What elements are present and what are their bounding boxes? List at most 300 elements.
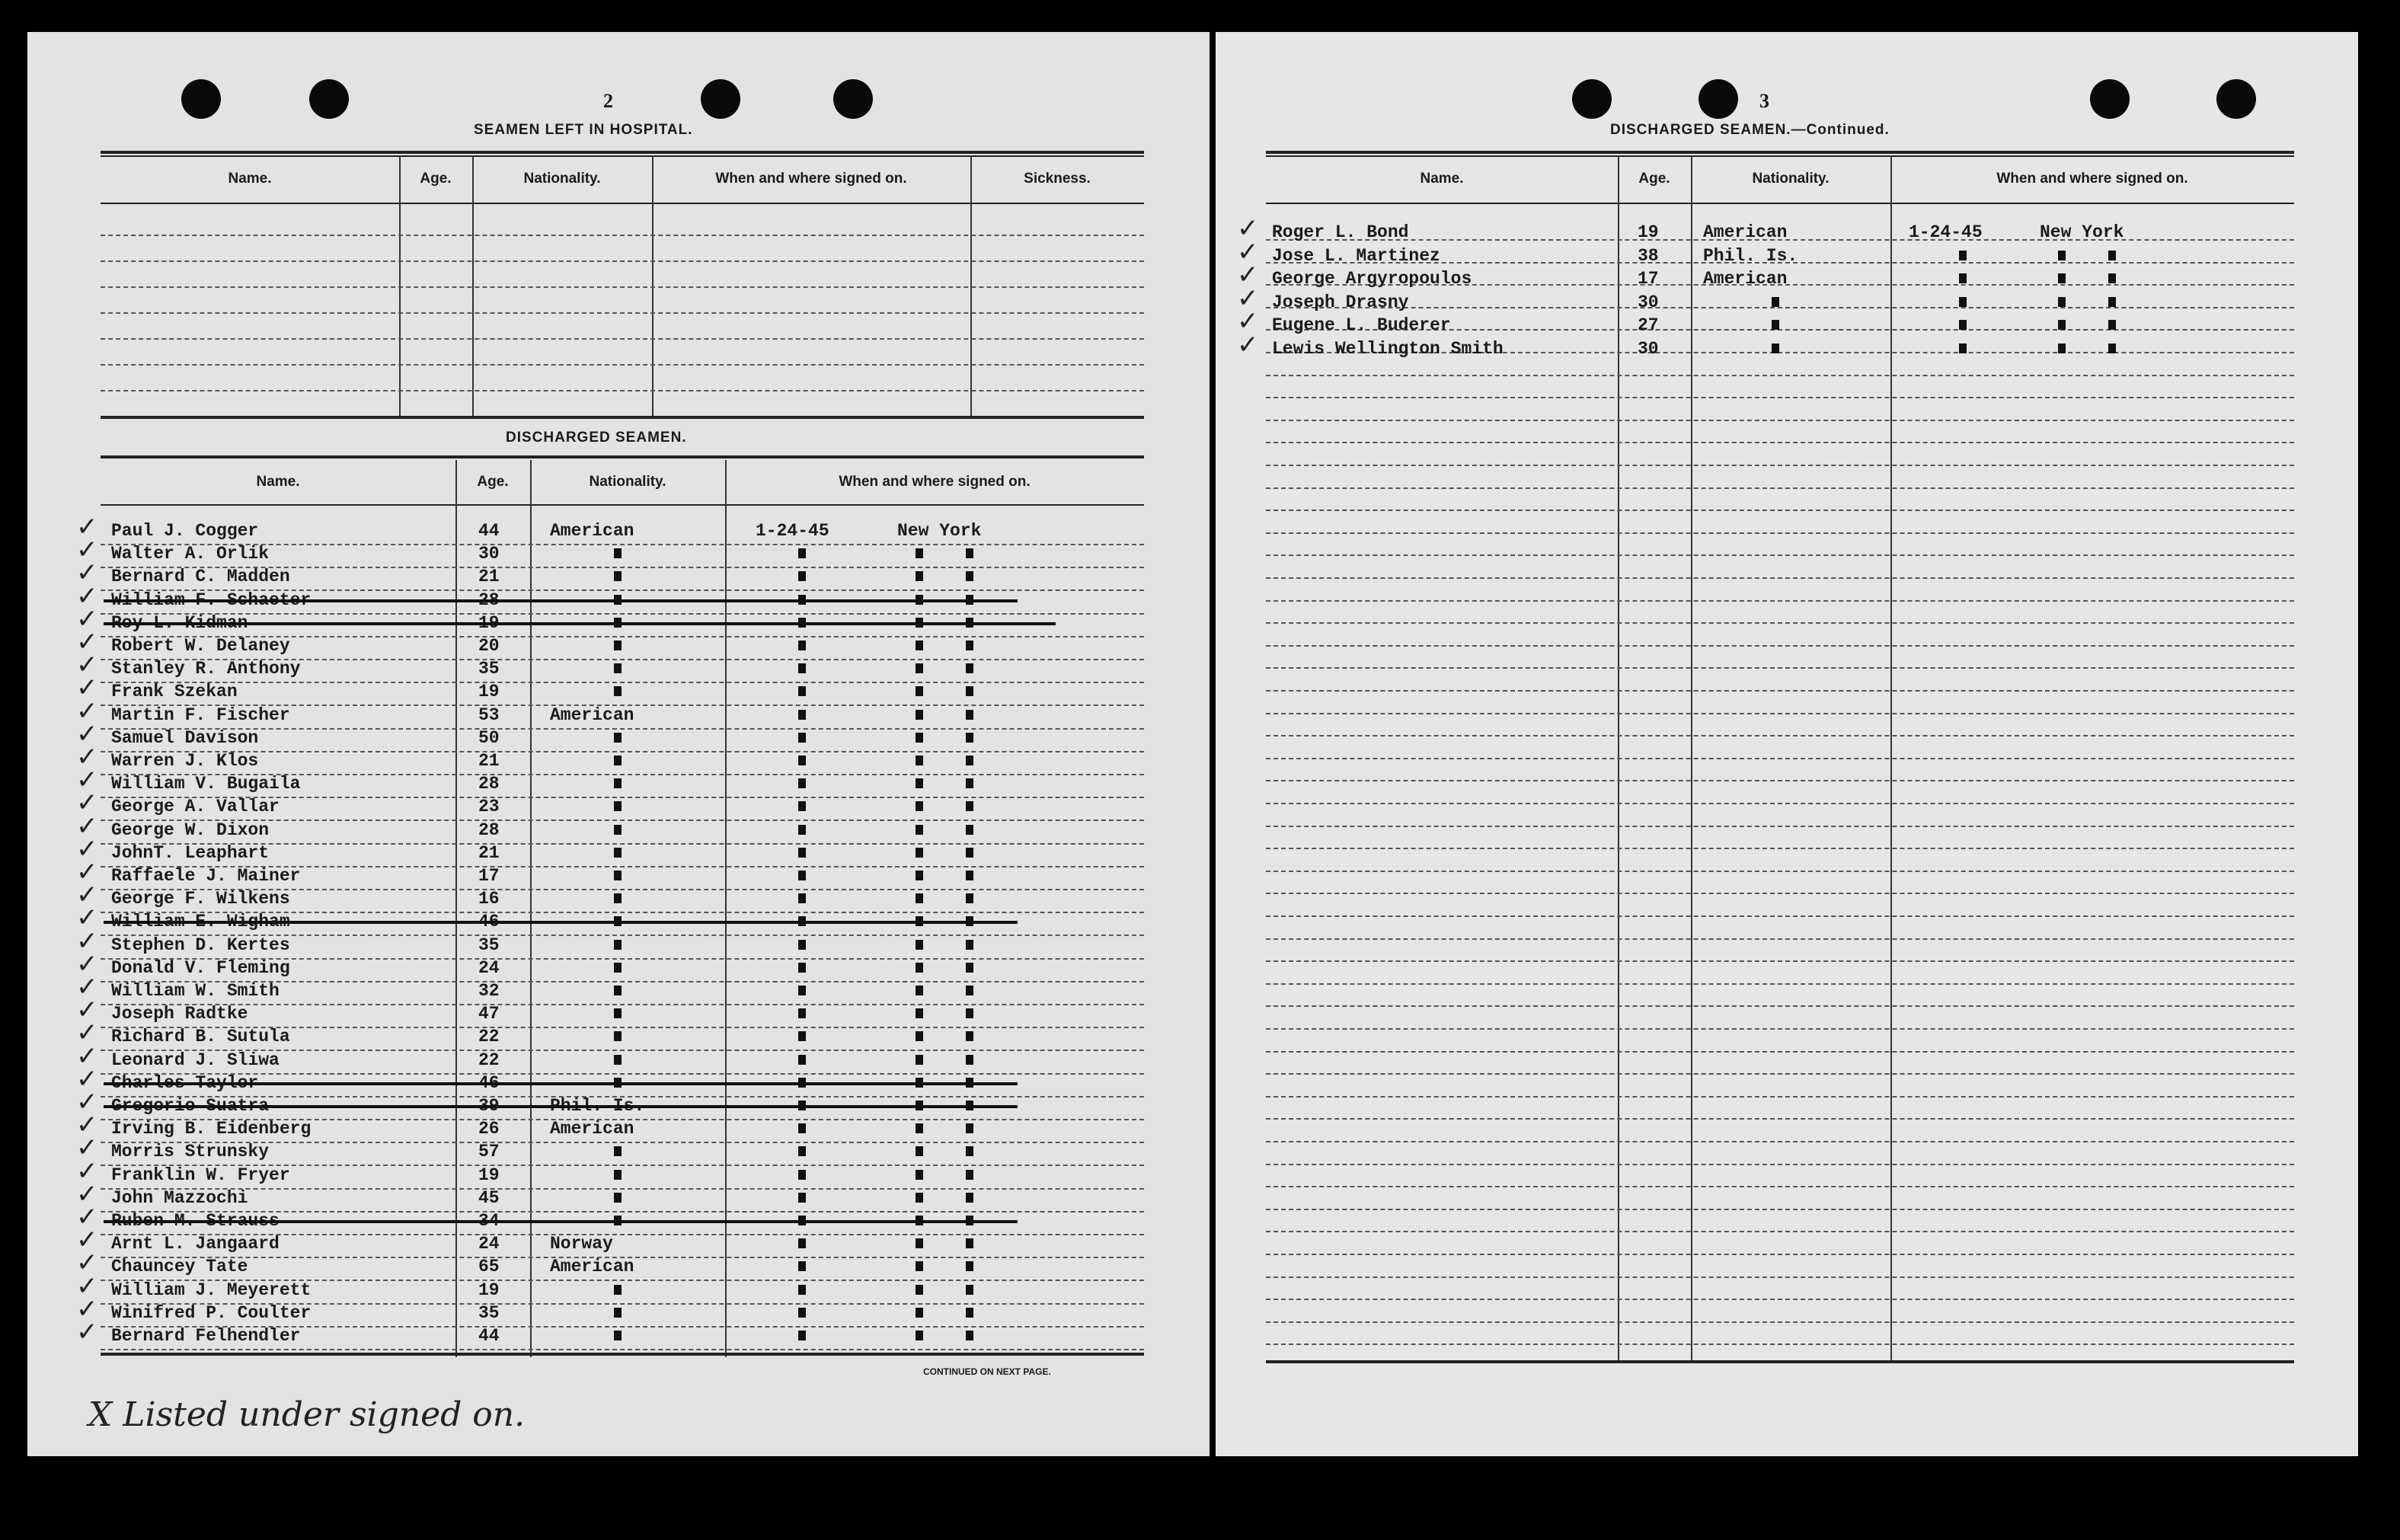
ruled-line <box>101 1004 1144 1005</box>
checkmark-icon: ✓ <box>76 948 98 979</box>
ruled-line <box>1266 1005 2294 1007</box>
ditto-mark <box>798 963 806 973</box>
ruled-line <box>101 364 1144 366</box>
ditto-mark <box>798 825 806 835</box>
ditto-mark <box>916 801 923 811</box>
checkmark-icon: ✓ <box>76 1317 98 1347</box>
seaman-name: Jose L. Martinez <box>1272 245 1440 266</box>
checkmark-icon: ✓ <box>76 1155 98 1187</box>
punch-hole <box>309 79 349 119</box>
ditto-mark <box>798 1146 806 1156</box>
ditto-mark <box>798 686 806 696</box>
table-rule <box>101 1353 1144 1356</box>
column-header: When and where signed on. <box>715 171 907 187</box>
ditto-mark <box>2058 297 2066 307</box>
punch-hole <box>1699 79 1738 119</box>
ditto-mark <box>916 893 923 903</box>
ruled-line <box>1266 600 2294 602</box>
signed-on-date: 1-24-45 <box>756 521 829 541</box>
ditto-mark <box>916 778 923 788</box>
seaman-age: 39 <box>478 1096 500 1116</box>
seaman-name: Leonard J. Sliwa <box>111 1050 280 1070</box>
seaman-age: 35 <box>478 1302 500 1323</box>
ditto-mark <box>798 1261 806 1271</box>
ruled-line <box>1266 960 2294 962</box>
ditto-mark <box>798 1308 806 1318</box>
ruled-line <box>1266 1186 2294 1187</box>
seaman-name: Raffaele J. Mainer <box>111 866 301 886</box>
ruled-line <box>101 682 1144 683</box>
ruled-line <box>1266 375 2294 376</box>
seaman-name: Roger L. Bond <box>1272 222 1409 242</box>
page-number: 2 <box>603 90 613 112</box>
ditto-mark <box>798 1331 806 1340</box>
seaman-name: Martin F. Fischer <box>111 705 290 725</box>
checkmark-icon: ✓ <box>76 1040 98 1072</box>
seaman-name: Warren J. Klos <box>111 751 259 771</box>
ruled-line <box>101 390 1144 391</box>
seaman-nationality: American <box>550 521 634 541</box>
seaman-age: 17 <box>478 866 500 886</box>
ditto-mark <box>916 663 923 673</box>
ditto-mark <box>916 1055 923 1065</box>
seaman-age: 45 <box>478 1187 500 1208</box>
punch-hole <box>2090 79 2130 119</box>
seaman-name: Donald V. Fleming <box>111 957 290 978</box>
seaman-name: William J. Meyerett <box>111 1280 312 1300</box>
seaman-age: 27 <box>1638 315 1659 336</box>
ditto-mark <box>614 801 622 811</box>
seaman-age: 30 <box>1638 339 1659 359</box>
ruled-line <box>1266 1344 2294 1345</box>
ditto-mark <box>1772 297 1779 307</box>
table-rule <box>101 416 1144 419</box>
checkmark-icon: ✓ <box>76 1133 98 1164</box>
punch-hole <box>2216 79 2256 119</box>
signed-on-date: 1-24-45 <box>1909 222 1983 242</box>
seaman-name: William F. Schaeter <box>111 589 312 610</box>
ditto-mark <box>798 1285 806 1295</box>
strikethrough-line <box>104 1105 1018 1108</box>
strikethrough-line <box>104 921 1018 924</box>
ditto-mark <box>966 1008 973 1018</box>
ditto-mark <box>614 1055 622 1065</box>
ditto-mark <box>614 1331 622 1340</box>
checkmark-icon: ✓ <box>76 972 98 1002</box>
seaman-nationality: American <box>1703 222 1788 242</box>
ditto-mark <box>1772 343 1779 353</box>
ruled-line <box>1266 554 2294 556</box>
page-number: 3 <box>1759 90 1769 112</box>
ditto-mark <box>916 1031 923 1041</box>
ditto-mark <box>614 778 622 788</box>
ditto-mark <box>614 548 622 558</box>
ditto-mark <box>614 1146 622 1156</box>
ditto-mark <box>966 963 973 973</box>
checkmark-icon: ✓ <box>76 1270 98 1302</box>
ditto-mark <box>2058 251 2066 260</box>
ditto-mark <box>916 548 923 558</box>
ditto-mark <box>916 571 923 581</box>
ruled-line <box>1266 803 2294 804</box>
ditto-mark <box>916 1008 923 1018</box>
ruled-line <box>1266 622 2294 624</box>
ditto-mark <box>1959 251 1967 260</box>
seaman-age: 28 <box>478 774 500 794</box>
seaman-age: 46 <box>478 1072 500 1093</box>
seaman-age: 35 <box>478 935 500 955</box>
ditto-mark <box>966 710 973 720</box>
seaman-age: 57 <box>478 1142 500 1162</box>
strikethrough-line <box>104 1220 1018 1223</box>
ruled-line <box>1266 1321 2294 1323</box>
seaman-name: Paul J. Cogger <box>111 521 259 541</box>
ruled-line <box>1266 1073 2294 1075</box>
seaman-age: 50 <box>478 727 500 748</box>
column-header: Nationality. <box>1752 171 1830 187</box>
ditto-mark <box>614 963 622 973</box>
table-rule <box>101 203 1144 204</box>
ditto-mark <box>916 1123 923 1133</box>
column-header: Nationality. <box>523 171 601 187</box>
ditto-mark <box>916 686 923 696</box>
checkmark-icon: ✓ <box>76 1110 98 1141</box>
ditto-mark <box>966 986 973 995</box>
seaman-name: George A. Vallar <box>111 797 280 817</box>
checkmark-icon: ✓ <box>76 765 98 796</box>
seaman-nationality: Phil. Is. <box>1703 245 1798 266</box>
seaman-name: William V. Bugaila <box>111 774 301 794</box>
ruled-line <box>1266 1096 2294 1097</box>
ruled-line <box>1266 1254 2294 1255</box>
ditto-mark <box>916 986 923 995</box>
checkmark-icon: ✓ <box>1237 283 1259 314</box>
checkmark-icon: ✓ <box>76 1178 98 1209</box>
ruled-line <box>1266 1164 2294 1165</box>
ruled-line <box>1266 645 2294 647</box>
checkmark-icon: ✓ <box>1237 330 1259 360</box>
ruled-line <box>101 1349 1144 1350</box>
ruled-line <box>1266 826 2294 827</box>
ruled-line <box>101 260 1144 262</box>
ditto-mark <box>916 825 923 835</box>
table-rule <box>101 155 1144 157</box>
ditto-mark <box>966 1123 973 1133</box>
ditto-mark <box>916 1308 923 1318</box>
seaman-age: 26 <box>478 1119 500 1139</box>
column-header: Age. <box>420 171 452 187</box>
ditto-mark <box>916 641 923 650</box>
seaman-nationality: American <box>550 1257 634 1277</box>
signed-on-port: New York <box>2040 222 2124 242</box>
checkmark-icon: ✓ <box>76 512 98 542</box>
ruled-line <box>1266 1028 2294 1030</box>
seaman-name: George W. Dixon <box>111 820 270 840</box>
ditto-mark <box>798 1170 806 1180</box>
ditto-mark <box>966 1285 973 1295</box>
seaman-name: Arnt L. Jangaard <box>111 1234 280 1254</box>
seaman-nationality: American <box>550 1119 634 1139</box>
ruled-line <box>1266 307 2294 308</box>
ruled-line <box>101 286 1144 288</box>
checkmark-icon: ✓ <box>76 1063 98 1094</box>
ruled-line <box>1266 871 2294 872</box>
ruled-line <box>1266 667 2294 669</box>
ditto-mark <box>614 733 622 743</box>
ditto-mark <box>916 756 923 765</box>
ruled-line <box>1266 938 2294 940</box>
checkmark-icon: ✓ <box>76 925 98 957</box>
seaman-age: 19 <box>1638 222 1659 242</box>
column-header: Sickness. <box>1024 171 1091 187</box>
strikethrough-line <box>104 622 1056 625</box>
seaman-age: 28 <box>478 589 500 610</box>
ditto-mark <box>2058 273 2066 283</box>
ditto-mark <box>614 756 622 765</box>
table-rule <box>101 504 1144 506</box>
ditto-mark <box>798 940 806 950</box>
ruled-line <box>101 235 1144 236</box>
ditto-mark <box>1959 297 1967 307</box>
ditto-mark <box>798 778 806 788</box>
ditto-mark <box>966 893 973 903</box>
checkmark-icon: ✓ <box>76 1225 98 1256</box>
ditto-mark <box>966 848 973 858</box>
ditto-mark <box>916 871 923 880</box>
column-header: Age. <box>1638 171 1670 187</box>
ditto-mark <box>966 778 973 788</box>
ditto-mark <box>614 686 622 696</box>
ditto-mark <box>966 1238 973 1248</box>
punch-hole <box>701 79 740 119</box>
ditto-mark <box>916 1193 923 1203</box>
seaman-name: Gregorio Suatra <box>111 1096 270 1116</box>
seaman-age: 46 <box>478 912 500 932</box>
ditto-mark <box>916 733 923 743</box>
ditto-mark <box>798 733 806 743</box>
seaman-age: 24 <box>478 957 500 978</box>
ditto-mark <box>966 1170 973 1180</box>
seaman-age: 21 <box>478 751 500 771</box>
checkmark-icon: ✓ <box>76 627 98 657</box>
ruled-line <box>1266 713 2294 714</box>
ditto-mark <box>1772 320 1779 330</box>
checkmark-icon: ✓ <box>1237 260 1259 291</box>
checkmark-icon: ✓ <box>76 673 98 704</box>
ruled-line <box>1266 780 2294 781</box>
seaman-name: John Mazzochi <box>111 1187 248 1208</box>
ditto-mark <box>966 663 973 673</box>
seaman-age: 16 <box>478 889 500 909</box>
ditto-mark <box>798 641 806 650</box>
ruled-line <box>1266 915 2294 917</box>
seaman-name: Robert W. Delaney <box>111 636 290 656</box>
ruled-line <box>101 613 1144 615</box>
ruled-line <box>1266 442 2294 443</box>
ruled-line <box>101 312 1144 314</box>
seaman-age: 35 <box>478 659 500 679</box>
seaman-name: Charles Taylor <box>111 1072 259 1093</box>
seaman-name: William E. Wigham <box>111 912 290 932</box>
ditto-mark <box>966 641 973 650</box>
ditto-mark <box>614 1031 622 1041</box>
punch-hole <box>1572 79 1612 119</box>
ditto-mark <box>966 801 973 811</box>
seaman-age: 30 <box>478 544 500 564</box>
ditto-mark <box>614 848 622 858</box>
seaman-age: 20 <box>478 636 500 656</box>
seaman-name: Richard B. Sutula <box>111 1027 290 1047</box>
ditto-mark <box>966 1031 973 1041</box>
ditto-mark <box>798 571 806 581</box>
seaman-name: Lewis Wellington Smith <box>1272 339 1504 359</box>
signed-on-port: New York <box>897 521 982 541</box>
table-rule <box>1266 151 2294 154</box>
ruled-line <box>1266 1209 2294 1210</box>
ditto-mark <box>614 1170 622 1180</box>
seaman-name: Stanley R. Anthony <box>111 659 301 679</box>
checkmark-icon: ✓ <box>76 1202 98 1232</box>
ruled-line <box>1266 735 2294 736</box>
ditto-mark <box>1959 273 1967 283</box>
ruled-line <box>1266 577 2294 579</box>
section-title: DISCHARGED SEAMEN.—Continued. <box>1610 122 1890 138</box>
seaman-name: Morris Strunsky <box>111 1142 270 1162</box>
checkmark-icon: ✓ <box>76 788 98 819</box>
checkmark-icon: ✓ <box>76 857 98 887</box>
ruled-line <box>101 1188 1144 1190</box>
column-header: When and where signed on. <box>839 474 1031 490</box>
checkmark-icon: ✓ <box>76 580 98 612</box>
seaman-name: Walter A. Orlik <box>111 544 270 564</box>
ditto-mark <box>798 893 806 903</box>
seaman-age: 47 <box>478 1004 500 1024</box>
ditto-mark <box>614 1193 622 1203</box>
checkmark-icon: ✓ <box>76 833 98 864</box>
seaman-age: 44 <box>478 521 500 541</box>
seaman-name: Stephen D. Kertes <box>111 935 290 955</box>
ditto-mark <box>966 940 973 950</box>
seaman-age: 21 <box>478 842 500 863</box>
punch-hole <box>833 79 873 119</box>
ditto-mark <box>2108 297 2116 307</box>
ditto-mark <box>614 893 622 903</box>
ditto-mark <box>966 1308 973 1318</box>
ruled-line <box>1266 893 2294 894</box>
column-header: Nationality. <box>589 474 666 490</box>
seaman-name: Joseph Drasny <box>1272 292 1409 312</box>
ditto-mark <box>2108 320 2116 330</box>
ditto-mark <box>916 1238 923 1248</box>
checkmark-icon: ✓ <box>76 880 98 911</box>
ditto-mark <box>798 1193 806 1203</box>
seaman-age: 21 <box>478 567 500 587</box>
continued-footer: CONTINUED ON NEXT PAGE. <box>923 1366 1051 1377</box>
column-header: Name. <box>256 474 300 490</box>
seaman-name: William W. Smith <box>111 981 280 1001</box>
ditto-mark <box>614 571 622 581</box>
checkmark-icon: ✓ <box>1237 306 1259 337</box>
strikethrough-line <box>104 599 1018 602</box>
ditto-mark <box>798 986 806 995</box>
seaman-age: 44 <box>478 1326 500 1346</box>
handwritten-note: X Listed under signed on. <box>88 1395 526 1434</box>
ruled-line <box>1266 1051 2294 1053</box>
ditto-mark <box>916 1285 923 1295</box>
seaman-age: 38 <box>1638 245 1659 266</box>
ditto-mark <box>966 571 973 581</box>
table-rule <box>1266 155 2294 157</box>
column-header: Age. <box>477 474 509 490</box>
checkmark-icon: ✓ <box>76 603 98 634</box>
ditto-mark <box>798 1055 806 1065</box>
seaman-name: JohnT. Leaphart <box>111 842 270 863</box>
ditto-mark <box>916 1146 923 1156</box>
ditto-mark <box>614 940 622 950</box>
punch-hole <box>181 79 221 119</box>
ruled-line <box>1266 1276 2294 1278</box>
ruled-line <box>1266 690 2294 692</box>
ditto-mark <box>966 733 973 743</box>
checkmark-icon: ✓ <box>1237 236 1259 267</box>
checkmark-icon: ✓ <box>76 718 98 749</box>
ruled-line <box>1266 848 2294 849</box>
ditto-mark <box>2108 343 2116 353</box>
ditto-mark <box>798 1123 806 1133</box>
ditto-mark <box>966 871 973 880</box>
ditto-mark <box>916 963 923 973</box>
seaman-nationality: American <box>550 705 634 725</box>
seaman-age: 53 <box>478 705 500 725</box>
left-page <box>27 32 1210 1456</box>
seaman-age: 19 <box>478 1280 500 1300</box>
checkmark-icon: ✓ <box>76 650 98 681</box>
ditto-mark <box>966 548 973 558</box>
ruled-line <box>1266 1231 2294 1232</box>
checkmark-icon: ✓ <box>76 1293 98 1324</box>
ditto-mark <box>916 1331 923 1340</box>
seaman-age: 19 <box>478 1165 500 1185</box>
seaman-age: 34 <box>478 1211 500 1231</box>
seaman-name: Winifred P. Coulter <box>111 1302 312 1323</box>
checkmark-icon: ✓ <box>76 1248 98 1279</box>
ruled-line <box>1266 983 2294 985</box>
seaman-age: 30 <box>1638 292 1659 312</box>
seaman-name: George F. Wilkens <box>111 889 290 909</box>
ruled-line <box>101 338 1144 340</box>
right-page <box>1216 32 2358 1456</box>
ditto-mark <box>614 1008 622 1018</box>
ruled-line <box>1266 1141 2294 1142</box>
seaman-age: 22 <box>478 1027 500 1047</box>
checkmark-icon: ✓ <box>76 535 98 566</box>
ditto-mark <box>798 1031 806 1041</box>
seaman-age: 32 <box>478 981 500 1001</box>
ditto-mark <box>798 1238 806 1248</box>
checkmark-icon: ✓ <box>1237 213 1259 244</box>
ditto-mark <box>916 1170 923 1180</box>
ditto-mark <box>614 986 622 995</box>
seaman-age: 22 <box>478 1050 500 1070</box>
seaman-name: Samuel Davison <box>111 727 259 748</box>
seaman-name: Roy L. Kidman <box>111 612 248 633</box>
checkmark-icon: ✓ <box>76 1087 98 1117</box>
checkmark-icon: ✓ <box>76 810 98 842</box>
seaman-age: 23 <box>478 797 500 817</box>
ditto-mark <box>966 825 973 835</box>
seaman-name: Frank Szekan <box>111 682 238 702</box>
table-rule <box>1266 203 2294 204</box>
